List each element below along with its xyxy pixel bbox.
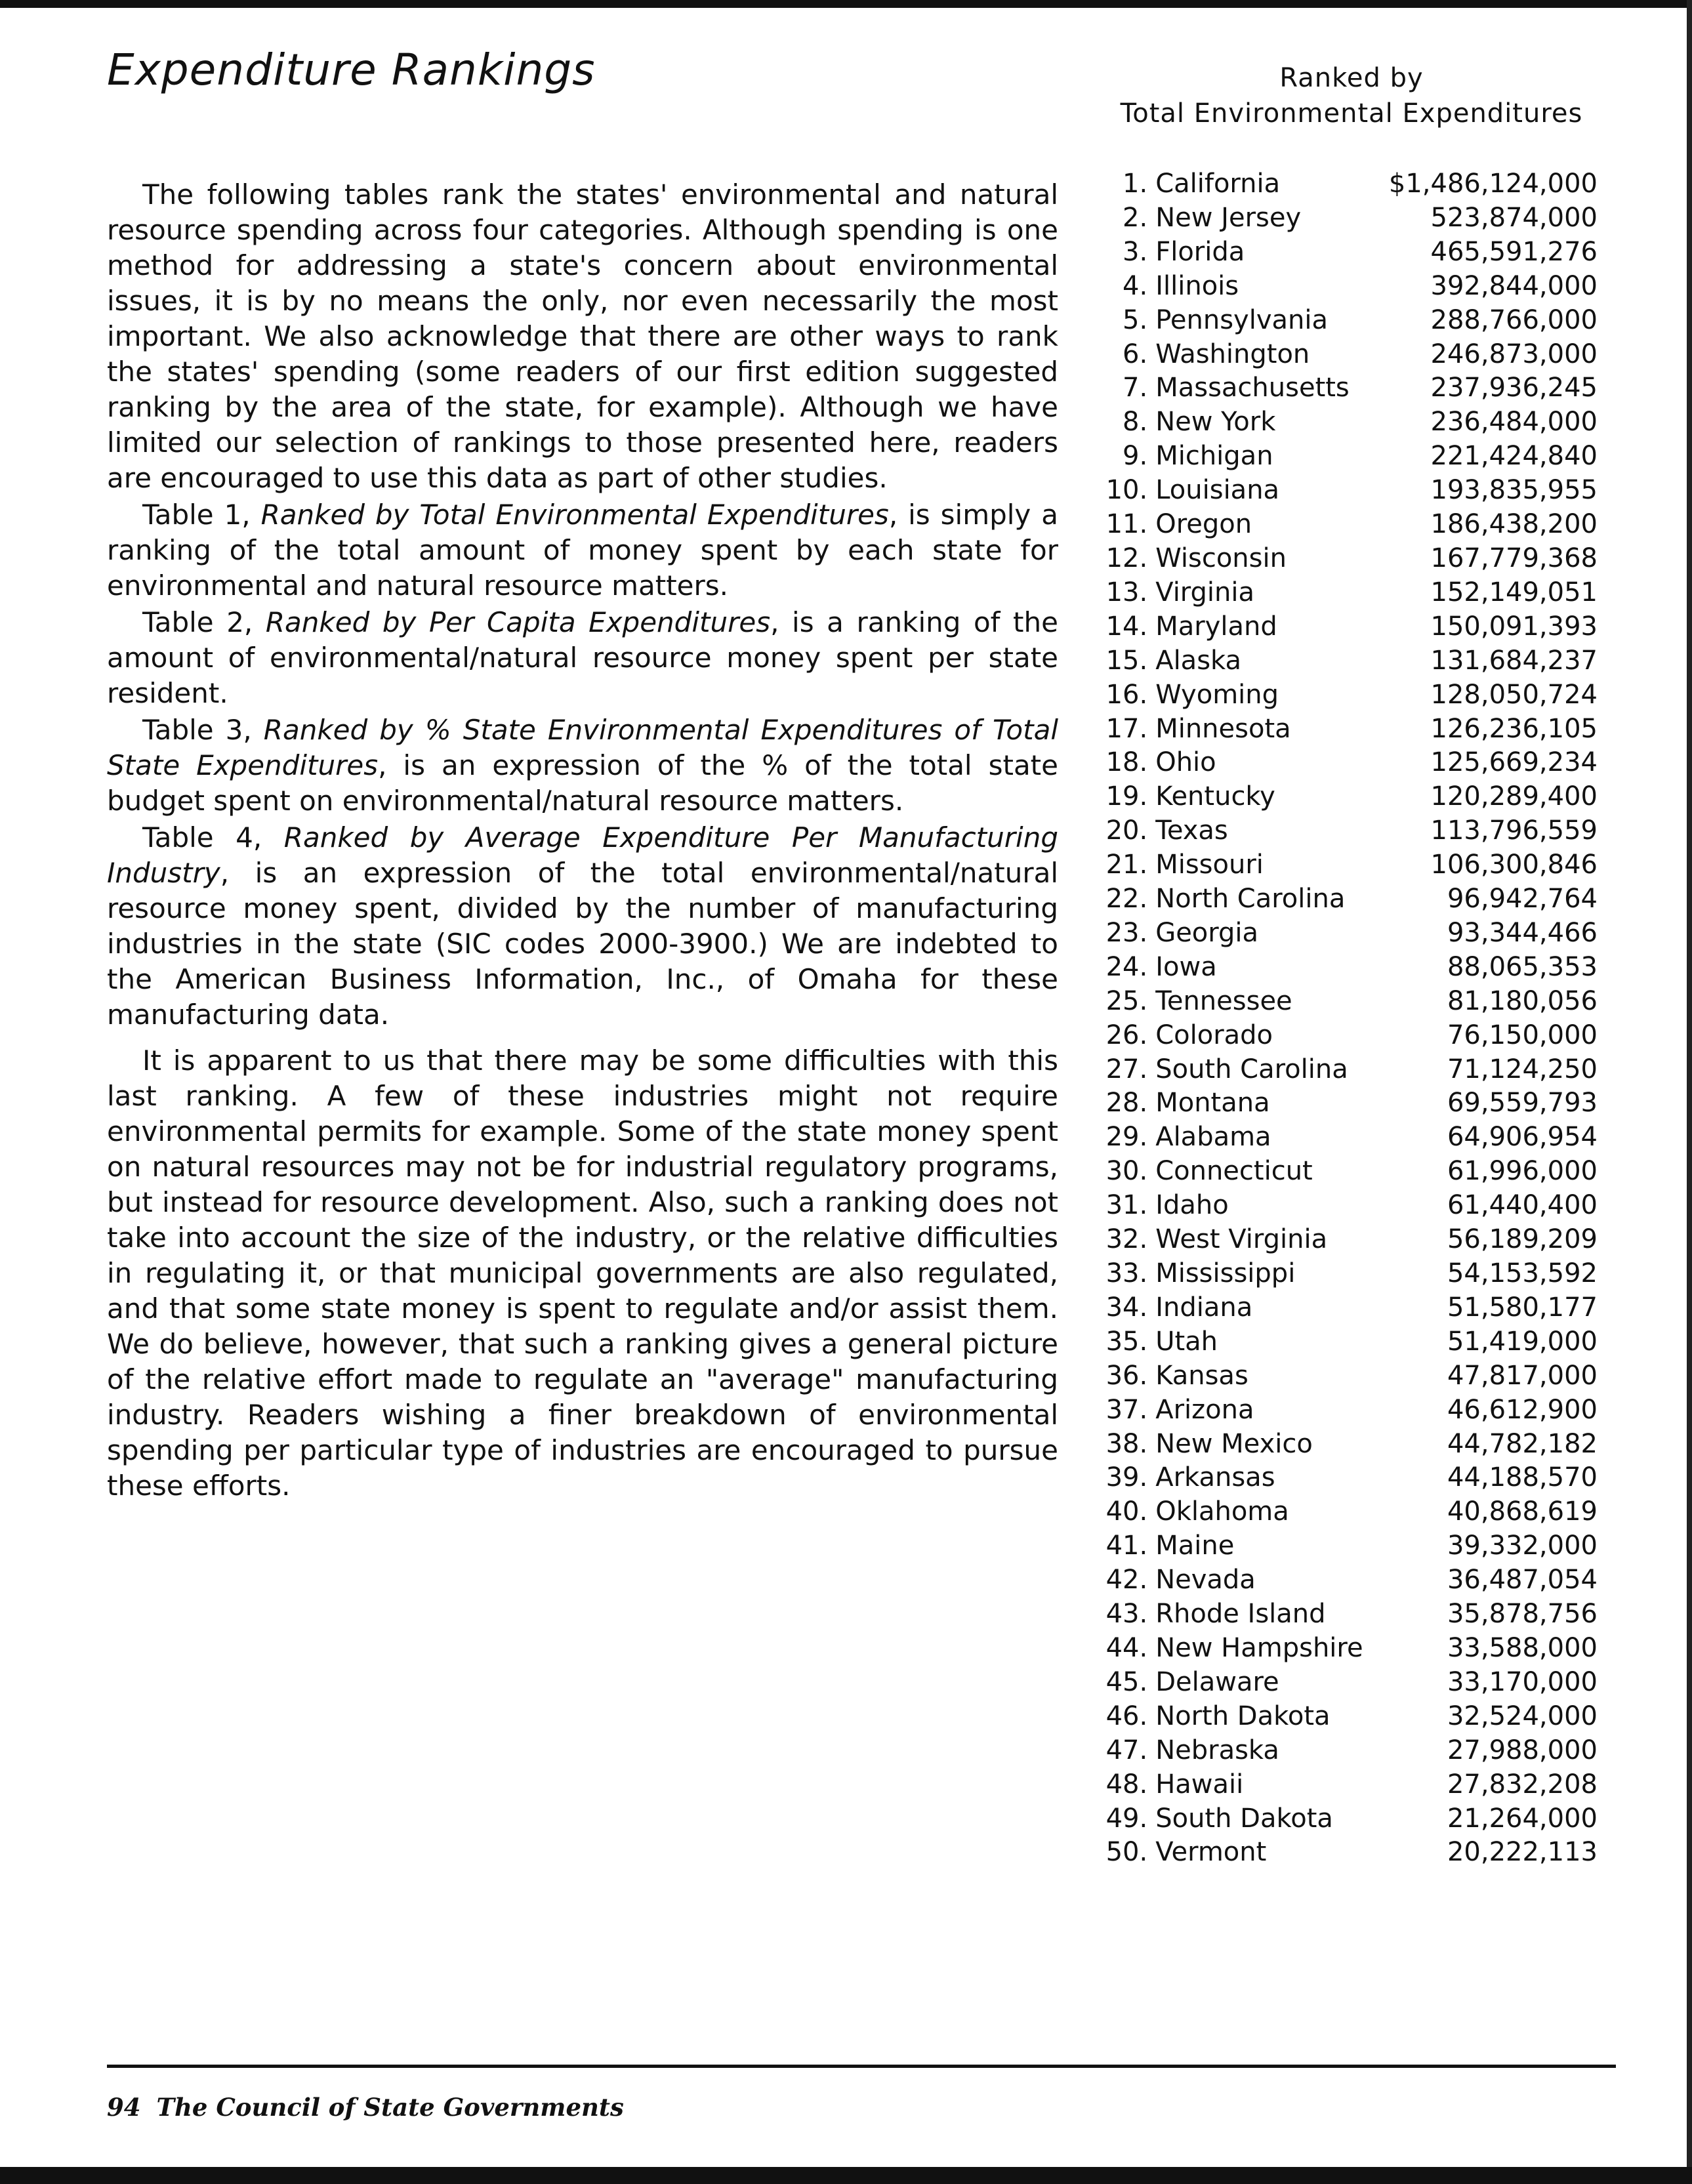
table-row: [1089, 1257, 1598, 1291]
amount-cell: 61,440,400: [1447, 1190, 1598, 1221]
state-cell: Michigan: [1155, 441, 1273, 472]
table3-lead: Table 3,: [142, 714, 264, 746]
table-row: [1089, 1223, 1598, 1257]
rank-cell: 46.: [1105, 1700, 1148, 1731]
state-cell: Vermont: [1155, 1837, 1267, 1868]
state-cell: Rhode Island: [1155, 1599, 1326, 1630]
table4-text: , is an expression of the total environmental/natural resource money spent, divided by the number of manufacturing industries in the state (SIC codes 2000-3900.) We are indebted to the American Business Information, Inc., of Omaha for these manufacturing data.: [107, 857, 1058, 1031]
rank-cell: 37.: [1105, 1394, 1148, 1425]
table3-text: , is an expression of the % of the total state budget spent on environmental/natural resource matters.: [107, 749, 1058, 817]
state-cell: Nevada: [1155, 1565, 1256, 1596]
state-cell: Florida: [1155, 236, 1245, 267]
amount-cell: 44,188,570: [1447, 1462, 1598, 1493]
state-cell: Alaska: [1155, 645, 1242, 676]
rank-cell: 39.: [1105, 1462, 1148, 1493]
amount-cell: 113,796,559: [1430, 815, 1598, 846]
intro-paragraph: The following tables rank the states' environmental and natural resource spending across four categories. Although spending is one method for addressing a state's concern about environmental issues, it is by no means the only, nor even necessarily the most important. We also acknowledge that there are other ways to rank the states' spending (some readers of our first edition suggested ranking by the area of the state, for example). Although we have limited our selection of rankings to those presented here, readers are encouraged to use this data as part of other studies.: [107, 178, 1058, 494]
amount-cell: 44,782,182: [1447, 1428, 1598, 1459]
amount-cell: 152,149,051: [1430, 577, 1598, 608]
intro-text: [107, 177, 1058, 1504]
state-cell: Arizona: [1155, 1394, 1254, 1425]
table-row: [1089, 882, 1598, 917]
rank-cell: 13.: [1105, 577, 1148, 608]
table-row: [1089, 1666, 1598, 1700]
amount-cell: 39,332,000: [1447, 1531, 1598, 1561]
table-row: [1089, 1734, 1598, 1768]
rank-cell: 31.: [1105, 1190, 1148, 1221]
amount-cell: 32,524,000: [1447, 1700, 1598, 1731]
table-row: [1089, 644, 1598, 678]
top-border-rule: [0, 0, 1692, 8]
table3-title: Ranked by % State Environmental Expenditures of Total State Expenditures: [107, 714, 1059, 781]
rank-cell: 4.: [1123, 270, 1148, 301]
page-footer: [107, 2093, 624, 2122]
rank-cell: 9.: [1123, 441, 1148, 472]
amount-cell: 46,612,900: [1447, 1394, 1598, 1425]
state-cell: Minnesota: [1155, 713, 1291, 744]
rank-cell: 49.: [1105, 1803, 1148, 1834]
state-cell: Pennsylvania: [1155, 304, 1328, 335]
amount-cell: 35,878,756: [1447, 1599, 1598, 1630]
amount-cell: 20,222,113: [1447, 1837, 1598, 1868]
state-cell: South Dakota: [1155, 1803, 1333, 1834]
state-cell: Massachusetts: [1155, 373, 1350, 403]
state-cell: Hawaii: [1155, 1769, 1244, 1800]
amount-cell: 96,942,764: [1447, 884, 1598, 915]
table-row: [1089, 1461, 1598, 1495]
table1-text: , is simply a ranking of the total amount of money spent by each state for environmental and natural resource matters.: [107, 499, 1058, 602]
amount-cell: 193,835,955: [1430, 475, 1598, 506]
amount-cell: 81,180,056: [1447, 985, 1598, 1016]
table-row: [1089, 1019, 1598, 1053]
amount-cell: 56,189,209: [1447, 1224, 1598, 1255]
amount-cell: 126,236,105: [1430, 713, 1598, 744]
state-cell: Delaware: [1155, 1666, 1279, 1697]
table-row: [1089, 1291, 1598, 1325]
amount-cell: 51,580,177: [1447, 1292, 1598, 1323]
rank-cell: 34.: [1105, 1292, 1148, 1323]
amount-cell: 131,684,237: [1430, 645, 1598, 676]
amount-cell: 288,766,000: [1430, 304, 1598, 335]
table-row: [1089, 1768, 1598, 1802]
rank-cell: 50.: [1105, 1837, 1148, 1868]
amount-cell: 33,588,000: [1447, 1632, 1598, 1663]
state-cell: New Hampshire: [1155, 1632, 1363, 1663]
state-cell: California: [1155, 169, 1281, 199]
table-row: [1089, 508, 1598, 542]
state-cell: Wisconsin: [1155, 543, 1287, 573]
amount-cell: 237,936,245: [1430, 373, 1598, 403]
rank-cell: 29.: [1105, 1122, 1148, 1153]
table-row: [1089, 1700, 1598, 1734]
rank-cell: 35.: [1105, 1326, 1148, 1357]
rank-cell: 42.: [1105, 1565, 1148, 1596]
rank-cell: 12.: [1105, 543, 1148, 573]
rank-cell: 3.: [1123, 236, 1148, 267]
amount-cell: 392,844,000: [1430, 270, 1598, 301]
table2-lead: Table 2,: [142, 606, 266, 638]
table1-description: [107, 497, 1058, 604]
amount-cell: 36,487,054: [1447, 1565, 1598, 1596]
rank-cell: 5.: [1123, 304, 1148, 335]
amount-cell: 76,150,000: [1447, 1020, 1598, 1050]
rank-cell: 2.: [1123, 202, 1148, 233]
rank-cell: 10.: [1105, 475, 1148, 506]
table3-description: [107, 712, 1058, 819]
table-row: [1089, 1802, 1598, 1836]
amount-cell: 93,344,466: [1447, 917, 1598, 948]
table-row: [1089, 848, 1598, 882]
rank-cell: 6.: [1123, 339, 1148, 369]
amount-cell: 40,868,619: [1447, 1496, 1598, 1527]
table2-description: [107, 605, 1058, 711]
state-cell: Kentucky: [1155, 781, 1275, 812]
rank-cell: 19.: [1105, 781, 1148, 812]
rank-cell: 41.: [1105, 1531, 1148, 1561]
rank-cell: 40.: [1105, 1496, 1148, 1527]
rank-cell: 20.: [1105, 815, 1148, 846]
amount-cell: 64,906,954: [1447, 1122, 1598, 1153]
table-row: [1089, 474, 1598, 508]
table-row: [1089, 610, 1598, 644]
amount-cell: $1,486,124,000: [1388, 169, 1598, 199]
state-cell: Oklahoma: [1155, 1496, 1289, 1527]
amount-cell: 128,050,724: [1430, 679, 1598, 710]
amount-cell: 27,832,208: [1447, 1769, 1598, 1800]
table1-lead: Table 1,: [142, 499, 261, 531]
ranking-table-body: [1089, 167, 1598, 1870]
amount-cell: 47,817,000: [1447, 1360, 1598, 1391]
amount-cell: 61,996,000: [1447, 1156, 1598, 1187]
amount-cell: 21,264,000: [1447, 1803, 1598, 1834]
state-cell: Indiana: [1155, 1292, 1253, 1323]
amount-cell: 120,289,400: [1430, 781, 1598, 812]
rank-cell: 24.: [1105, 951, 1148, 982]
amount-cell: 125,669,234: [1430, 747, 1598, 778]
amount-cell: 523,874,000: [1430, 202, 1598, 233]
table-row: [1089, 1597, 1598, 1632]
table-row: [1089, 576, 1598, 610]
state-cell: Kansas: [1155, 1360, 1248, 1391]
rank-cell: 23.: [1105, 917, 1148, 948]
table-row: [1089, 236, 1598, 270]
table-row: [1089, 304, 1598, 338]
table4-lead: Table 4,: [142, 821, 284, 854]
table-heading: [1089, 60, 1614, 131]
rank-cell: 16.: [1105, 679, 1148, 710]
state-cell: Alabama: [1155, 1122, 1271, 1153]
rank-cell: 27.: [1105, 1054, 1148, 1084]
amount-cell: 221,424,840: [1430, 441, 1598, 472]
amount-cell: 33,170,000: [1447, 1666, 1598, 1697]
table-row: [1089, 405, 1598, 440]
table-row: [1089, 712, 1598, 747]
table-row: [1089, 814, 1598, 848]
amount-cell: 167,779,368: [1430, 543, 1598, 573]
table-row: [1089, 1325, 1598, 1359]
table1-title: Ranked by Total Environmental Expenditures: [260, 499, 889, 531]
rank-cell: 1.: [1123, 169, 1148, 199]
rank-cell: 26.: [1105, 1020, 1148, 1050]
table-row: [1089, 338, 1598, 372]
rank-cell: 47.: [1105, 1735, 1148, 1765]
rank-cell: 32.: [1105, 1224, 1148, 1255]
amount-cell: 54,153,592: [1447, 1258, 1598, 1288]
state-cell: Wyoming: [1155, 679, 1279, 710]
table-row: [1089, 167, 1598, 201]
ranking-table: [1089, 167, 1598, 1870]
rank-cell: 22.: [1105, 884, 1148, 915]
rank-cell: 11.: [1105, 509, 1148, 540]
table-heading-line2: Total Environmental Expenditures: [1120, 98, 1583, 129]
rank-cell: 43.: [1105, 1599, 1148, 1630]
amount-cell: 465,591,276: [1430, 236, 1598, 267]
table-row: [1089, 1155, 1598, 1189]
table-row: [1089, 951, 1598, 985]
rank-cell: 15.: [1105, 645, 1148, 676]
rank-cell: 30.: [1105, 1156, 1148, 1187]
table-row: [1089, 917, 1598, 951]
state-cell: Utah: [1155, 1326, 1218, 1357]
state-cell: Connecticut: [1155, 1156, 1313, 1187]
rank-cell: 36.: [1105, 1360, 1148, 1391]
table-row: [1089, 270, 1598, 304]
table-row: [1089, 1632, 1598, 1666]
state-cell: Maine: [1155, 1531, 1235, 1561]
state-cell: North Dakota: [1155, 1700, 1331, 1731]
state-cell: West Virginia: [1155, 1224, 1328, 1255]
table4-description: [107, 820, 1058, 1033]
state-cell: Louisiana: [1155, 475, 1280, 506]
rank-cell: 33.: [1105, 1258, 1148, 1288]
table-row: [1089, 985, 1598, 1019]
table-row: [1089, 1529, 1598, 1563]
state-cell: Maryland: [1155, 611, 1277, 642]
amount-cell: 51,419,000: [1447, 1326, 1598, 1357]
bottom-border-bar: [0, 2167, 1692, 2184]
table-row: [1089, 1393, 1598, 1428]
rank-cell: 21.: [1105, 850, 1148, 880]
table-row: [1089, 1086, 1598, 1121]
table-row: [1089, 1053, 1598, 1087]
state-cell: New Mexico: [1155, 1428, 1313, 1459]
rank-cell: 7.: [1123, 373, 1148, 403]
rank-cell: 18.: [1105, 747, 1148, 778]
table-row: [1089, 780, 1598, 814]
state-cell: Iowa: [1155, 951, 1217, 982]
table-row: [1089, 440, 1598, 474]
rank-cell: 38.: [1105, 1428, 1148, 1459]
state-cell: Montana: [1155, 1088, 1270, 1119]
footer-rule: [107, 2065, 1616, 2068]
state-cell: Virginia: [1155, 577, 1255, 608]
state-cell: Georgia: [1155, 917, 1259, 948]
state-cell: Ohio: [1155, 747, 1216, 778]
state-cell: Missouri: [1155, 850, 1264, 880]
amount-cell: 69,559,793: [1447, 1088, 1598, 1119]
state-cell: Arkansas: [1155, 1462, 1275, 1493]
table2-title: Ranked by Per Capita Expenditures: [265, 606, 771, 638]
rank-cell: 17.: [1105, 713, 1148, 744]
table-row: [1089, 1121, 1598, 1155]
table4-title: Ranked by Average Expenditure Per Manufacturing Industry: [107, 821, 1058, 889]
table-row: [1089, 542, 1598, 576]
state-cell: Texas: [1155, 815, 1228, 846]
right-border-rule: [1687, 0, 1692, 2184]
state-cell: North Carolina: [1155, 884, 1346, 915]
amount-cell: 150,091,393: [1430, 611, 1598, 642]
state-cell: Illinois: [1155, 270, 1239, 301]
table-row: [1089, 1359, 1598, 1393]
publisher-name: The Council of State Governments: [156, 2093, 624, 2122]
state-cell: Colorado: [1155, 1020, 1273, 1050]
table-row: [1089, 201, 1598, 236]
amount-cell: 246,873,000: [1430, 339, 1598, 369]
amount-cell: 106,300,846: [1430, 850, 1598, 880]
state-cell: Tennessee: [1155, 985, 1292, 1016]
rank-cell: 8.: [1123, 407, 1148, 438]
table-row: [1089, 1495, 1598, 1529]
state-cell: Nebraska: [1155, 1735, 1279, 1765]
amount-cell: 88,065,353: [1447, 951, 1598, 982]
state-cell: Oregon: [1155, 509, 1252, 540]
table-row: [1089, 1189, 1598, 1223]
rank-cell: 44.: [1105, 1632, 1148, 1663]
table-row: [1089, 1428, 1598, 1462]
rank-cell: 28.: [1105, 1088, 1148, 1119]
rank-cell: 14.: [1105, 611, 1148, 642]
table2-text: , is a ranking of the amount of environmental/natural resource money spent per state resident.: [107, 606, 1058, 709]
table-row: [1089, 678, 1598, 712]
page-title: Expenditure Rankings: [107, 45, 596, 95]
state-cell: New York: [1155, 407, 1276, 438]
page-number: 94: [107, 2093, 141, 2122]
state-cell: Washington: [1155, 339, 1310, 369]
amount-cell: 27,988,000: [1447, 1735, 1598, 1765]
state-cell: New Jersey: [1155, 202, 1302, 233]
rank-cell: 45.: [1105, 1666, 1148, 1697]
amount-cell: 186,438,200: [1430, 509, 1598, 540]
state-cell: Mississippi: [1155, 1258, 1296, 1288]
amount-cell: 71,124,250: [1447, 1054, 1598, 1084]
state-cell: South Carolina: [1155, 1054, 1348, 1084]
table-row: [1089, 746, 1598, 780]
table-heading-line1: Ranked by: [1279, 63, 1424, 93]
rank-cell: 48.: [1105, 1769, 1148, 1800]
table-row: [1089, 1563, 1598, 1597]
table-row: [1089, 1836, 1598, 1870]
state-cell: Idaho: [1155, 1190, 1229, 1221]
caveat-paragraph: It is apparent to us that there may be some difficulties with this last ranking. A few of these industries might not require environmental permits for example. Some of the state money spent on natural resources may not be for industrial regulatory programs, but instead for resource development. Also, such a ranking does not take into account the size of the industry, or the relative difficulties in regulating it, or that municipal governments are also regulated, and that some state money is spent to regulate and/or assist them. We do believe, however, that such a ranking gives a general picture of the relative effort made to regulate an "average" manufacturing industry. Readers wishing a finer breakdown of environmental spending per particular type of industries are encouraged to pursue these efforts.: [107, 1044, 1058, 1502]
rank-cell: 25.: [1105, 985, 1148, 1016]
table-row: [1089, 371, 1598, 405]
amount-cell: 236,484,000: [1430, 407, 1598, 438]
